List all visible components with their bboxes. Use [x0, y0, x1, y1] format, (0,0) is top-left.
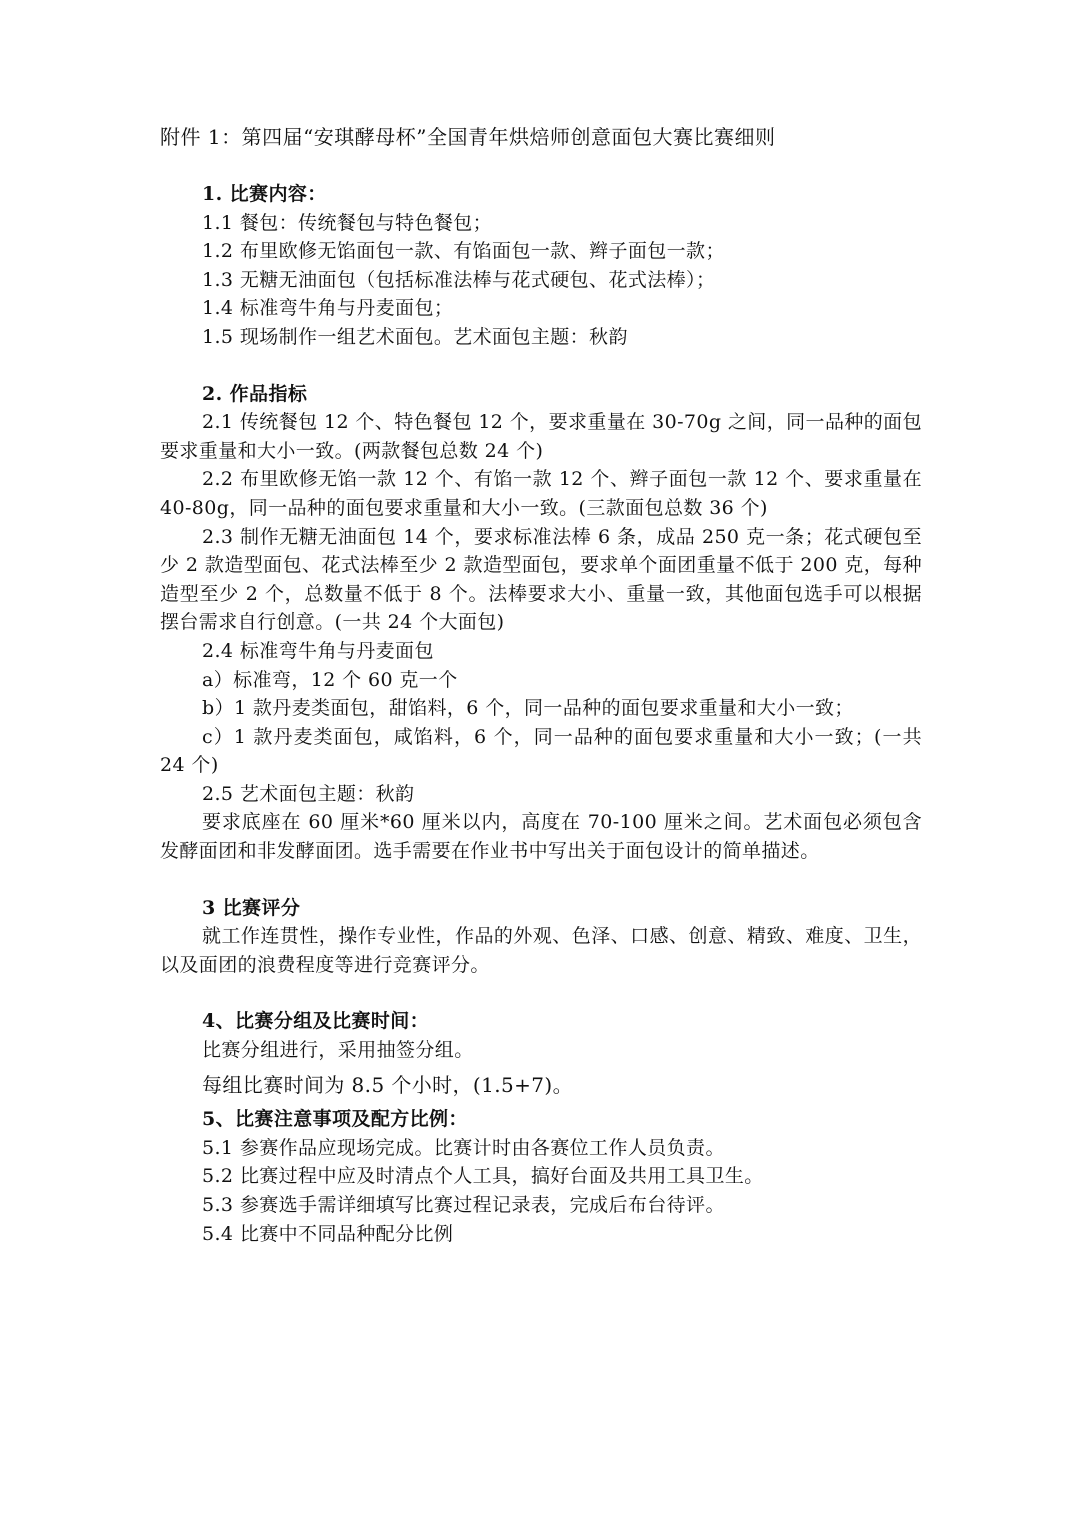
section-1-item: 1.4 标准弯牛角与丹麦面包；: [202, 297, 454, 320]
section-2-paragraph: 2.3 制作无糖无油面包 14 个，要求标准法棒 6 条，成品 250 克一条；花式硬包至少 2 款造型面包、花式法棒至少 2 款造型面包，要求单个面团重量不低于 200 克，每种造型至少 2 个，总数量不低于 8 个。法棒要求大小、重量一致，其他面包选手可以根据摆台需求自行创意。(一共 24 个大面包): [160, 525, 922, 634]
section-2-list-item: a）标准弯，12 个 60 克一个: [202, 668, 458, 691]
section-2-subtitle: 2.5 艺术面包主题：秋韵: [202, 782, 415, 805]
section-3-paragraph: 就工作连贯性，操作专业性，作品的外观、色泽、口感、创意、精致、难度、卫生，以及面团的浪费程度等进行竞赛评分。: [160, 925, 922, 976]
section-1-item: 1.2 布里欧修无馅面包一款、有馅面包一款、辫子面包一款；: [202, 240, 725, 263]
section-4-line: 每组比赛时间为 8.5 个小时，(1.5+7)。: [202, 1072, 574, 1097]
section-2-list-item: c）1 款丹麦类面包，咸馅料，6 个，同一品种的面包要求重量和大小一致；(一共 24 个): [160, 725, 922, 777]
section-2-paragraph: 要求底座在 60 厘米*60 厘米以内，高度在 70-100 厘米之间。艺术面包必须包含发酵面团和非发酵面团。选手需要在作业书中写出关于面包设计的简单描述。: [160, 811, 922, 863]
section-1-item: 1.1 餐包：传统餐包与特色餐包；: [202, 211, 493, 234]
section-1-item: 1.3 无糖无油面包（包括标准法棒与花式硬包、花式法棒）；: [202, 268, 716, 291]
section-1-item: 1.5 现场制作一组艺术面包。艺术面包主题：秋韵: [202, 325, 628, 348]
section-2-paragraph: 2.2 布里欧修无馅一款 12 个、有馅一款 12 个、辫子面包一款 12 个、要求重量在 40-80g，同一品种的面包要求重量和大小一致。(三款面包总数 36 个): [160, 468, 922, 519]
section-2-subtitle: 2.4 标准弯牛角与丹麦面包: [202, 639, 434, 662]
section-2-paragraph: 2.1 传统餐包 12 个、特色餐包 12 个，要求重量在 30-70g 之间，同一品种的面包要求重量和大小一致。(两款餐包总数 24 个): [160, 411, 922, 462]
section-3-heading: 3 比赛评分: [202, 896, 301, 919]
section-5-item: 5.3 参赛选手需详细填写比赛过程记录表，完成后布台待评。: [202, 1194, 725, 1216]
section-5-item: 5.2 比赛过程中应及时清点个人工具，搞好台面及共用工具卫生。: [202, 1165, 764, 1188]
section-4-line: 比赛分组进行，采用抽签分组。: [202, 1039, 474, 1062]
section-2-heading: 2. 作品指标: [202, 382, 308, 405]
section-5-item: 5.1 参赛作品应现场完成。比赛计时由各赛位工作人员负责。: [202, 1136, 725, 1159]
section-1-heading: 1. 比赛内容：: [202, 183, 327, 205]
document-body: [160, 180, 922, 1248]
section-4-heading: 4、比赛分组及比赛时间：: [202, 1010, 430, 1033]
section-5-heading: 5、比赛注意事项及配方比例：: [202, 1108, 468, 1131]
section-2-list-item: b）1 款丹麦类面包，甜馅料，6 个，同一品种的面包要求重量和大小一致；: [202, 697, 854, 720]
document-title: 附件 1：第四届“安琪酵母杯”全国青年烘焙师创意面包大赛比赛细则: [160, 125, 776, 149]
section-5-item: 5.4 比赛中不同品种配分比例: [202, 1222, 454, 1245]
